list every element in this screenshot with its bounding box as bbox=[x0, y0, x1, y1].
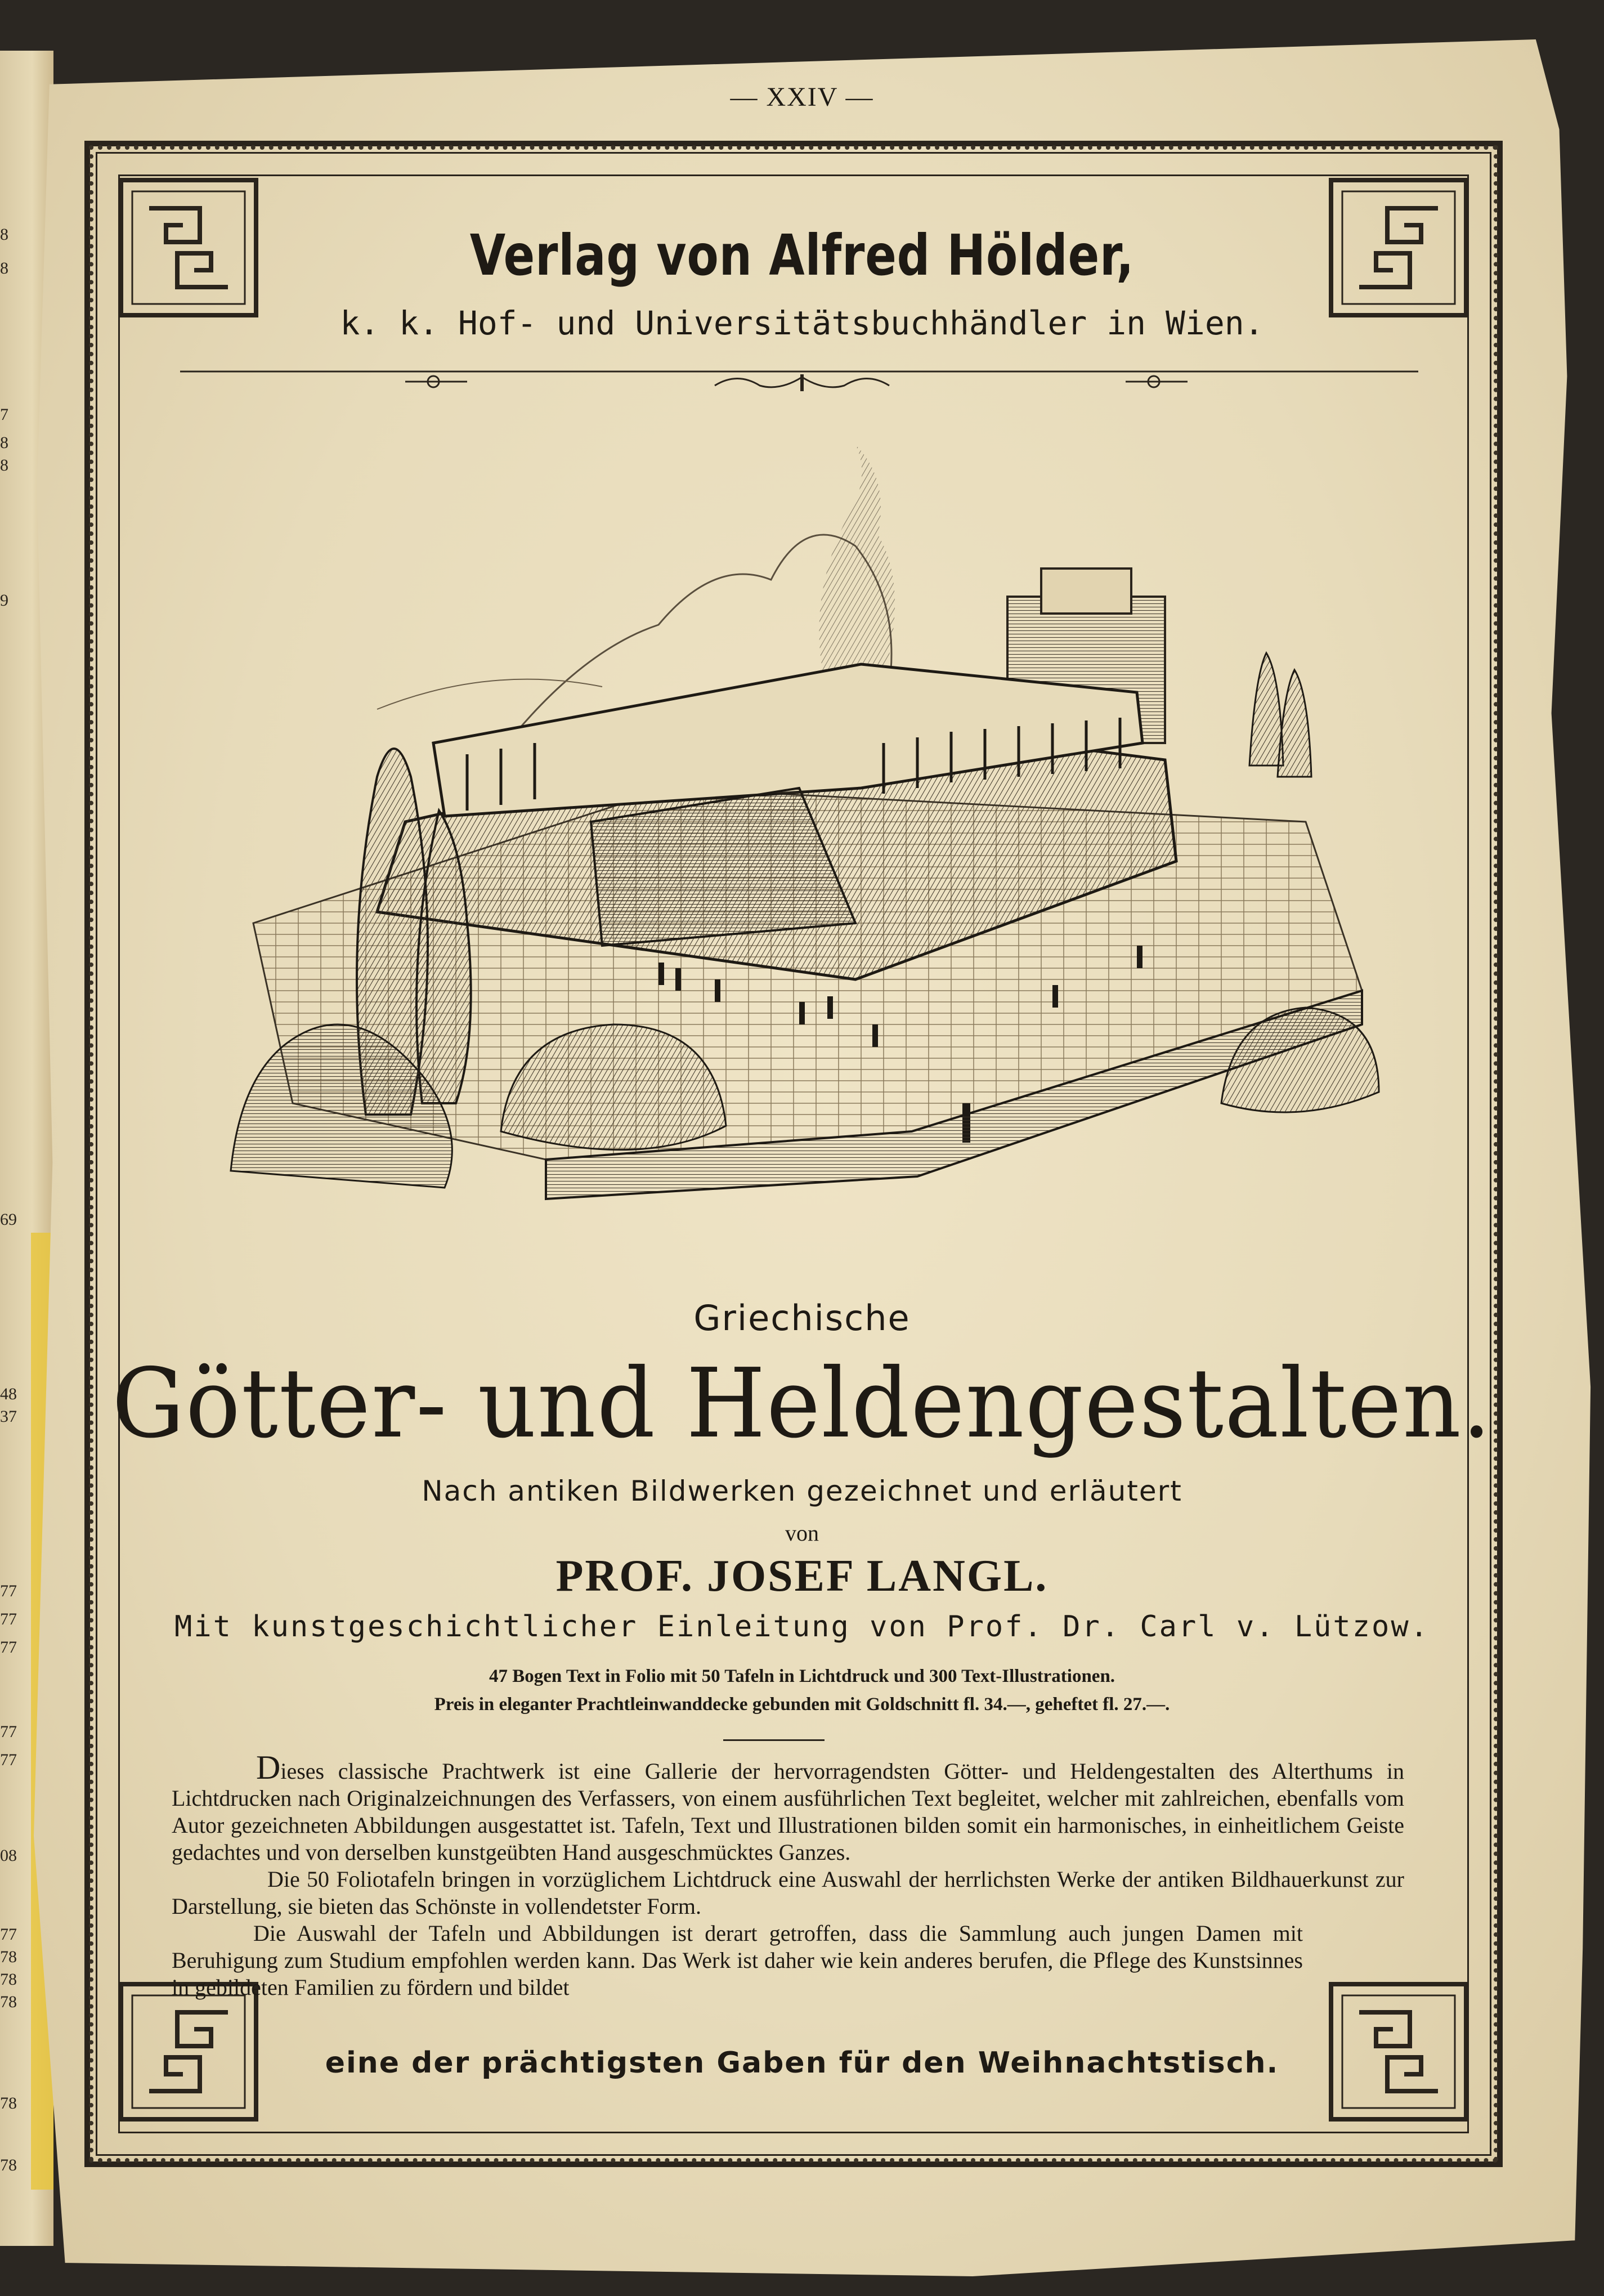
book-kicker: Griechische bbox=[693, 1297, 911, 1339]
adjacent-page-number: 7 bbox=[0, 405, 8, 424]
paragraph-2-text: Die 50 Foliotafeln bringen in vorzüglichem Lichtdruck eine Auswahl der herrlichsten Werke der antiken Bildhauerkunst zur Darstellung, sie bieten das Schönste in vollendetster Form. bbox=[172, 1867, 1404, 1919]
ornamental-divider-icon bbox=[0, 360, 1604, 394]
adjacent-page-number: 8 bbox=[0, 433, 8, 452]
adjacent-page-number: 78 bbox=[0, 1993, 17, 2011]
publisher-subtitle: k. k. Hof- und Universitätsbuchhändler in Wien. bbox=[340, 304, 1264, 342]
adjacent-page-number: 08 bbox=[0, 1846, 17, 1865]
publisher-name: Verlag von Alfred Hölder, bbox=[469, 222, 1135, 288]
paragraph-1 bbox=[172, 1749, 1404, 1866]
book-price: Preis in eleganter Prachtleinwanddecke gebunden mit Goldschnitt fl. 34.—, geheftet fl. 27.—. bbox=[434, 1694, 1170, 1715]
divider-rule bbox=[723, 1739, 825, 1741]
paragraph-2 bbox=[172, 1866, 1404, 1920]
drop-initial: D bbox=[256, 1749, 281, 1786]
adjacent-page-number: 77 bbox=[0, 1582, 17, 1600]
book-author: PROF. JOSEF LANGL. bbox=[555, 1551, 1049, 1601]
pergamon-altar-engraving-icon bbox=[208, 428, 1396, 1272]
adjacent-page-number: 77 bbox=[0, 1610, 17, 1628]
page-number: — XXIV — bbox=[730, 82, 874, 112]
description-body bbox=[172, 1749, 1404, 2001]
adjacent-page-number: 77 bbox=[0, 1722, 17, 1741]
closing-line: eine der prächtigsten Gaben für den Weihnachtstisch. bbox=[325, 2046, 1279, 2080]
paragraph-3-text: Die Auswahl der Tafeln und Abbildungen ist derart getroffen, dass die Sammlung auch jungen Damen mit Beruhigung zum Studium empfohlen werden kann. Das Werk ist daher wie kein anderes berufen, die Pflege des Kunstsinnes in gebildeten Familien zu fördern und bildet bbox=[172, 1921, 1303, 2000]
book-von: von bbox=[785, 1520, 819, 1546]
adjacent-page-number: 8 bbox=[0, 456, 8, 475]
paragraph-3 bbox=[172, 1920, 1404, 2001]
paragraph-1-text: ieses classische Prachtwerk ist eine Gallerie der hervorragendsten Götter- und Heldengestalten des Alterthums in Lichtdrucken nach Originalzeichnungen des Verfassers, von einem ausführlichen Text begleitet, welcher mit zahlreichen, ebenfalls vom Autor gezeichneten Abbildungen ausgestattet ist. Tafeln, Text und Illustrationen bilden somit ein harmonisches, in einheitlichem Geiste gedachtes und von derselben kunstgeübten Hand ausgeschmücktes Ganzes. bbox=[172, 1758, 1404, 1865]
adjacent-page-number: 77 bbox=[0, 1638, 17, 1657]
adjacent-page-number: 69 bbox=[0, 1210, 17, 1229]
adjacent-page-number: 78 bbox=[0, 2094, 17, 2113]
adjacent-page-number: 9 bbox=[0, 591, 8, 610]
adjacent-page-number: 8 bbox=[0, 259, 8, 278]
book-title: Götter- und Heldengestalten. bbox=[111, 1348, 1493, 1460]
adjacent-page-number: 77 bbox=[0, 1925, 17, 1944]
adjacent-page-number: 37 bbox=[0, 1407, 17, 1426]
adjacent-page-number: 78 bbox=[0, 1970, 17, 1989]
adjacent-page-number: 8 bbox=[0, 225, 8, 244]
adjacent-page-number: 77 bbox=[0, 1751, 17, 1769]
book-byline: Nach antiken Bildwerken gezeichnet und erläutert bbox=[422, 1475, 1182, 1507]
book-specs: 47 Bogen Text in Folio mit 50 Tafeln in Lichtdruck und 300 Text-Illustrationen. bbox=[489, 1666, 1115, 1686]
adjacent-page-number: 78 bbox=[0, 1948, 17, 1966]
book-introduction-credit: Mit kunstgeschichtlicher Einleitung von Prof. Dr. Carl v. Lützow. bbox=[174, 1610, 1430, 1644]
adjacent-page-number: 48 bbox=[0, 1385, 17, 1403]
adjacent-page-number: 78 bbox=[0, 2156, 17, 2174]
